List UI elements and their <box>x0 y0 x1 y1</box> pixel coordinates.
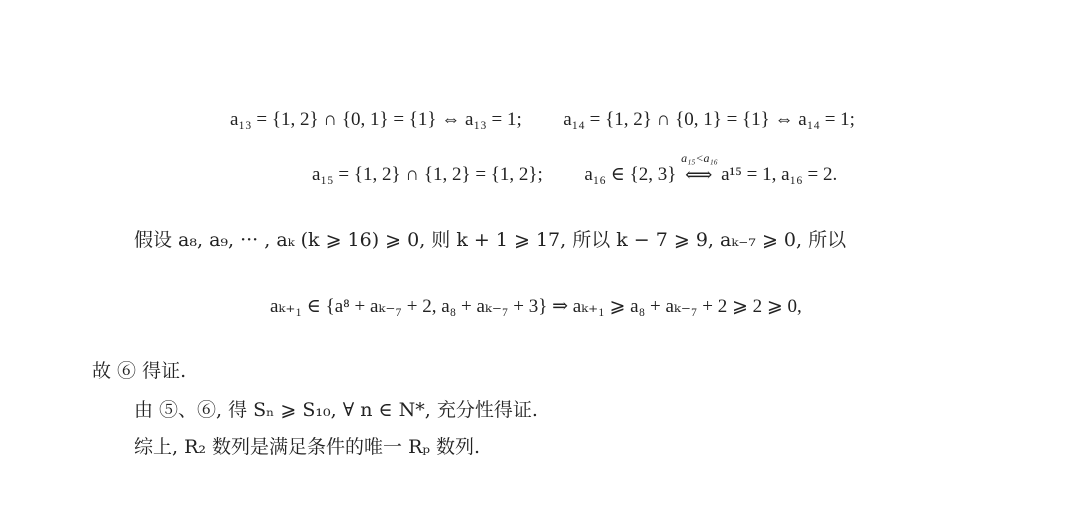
from-text: 由 ⑤、⑥, 得 Sₙ ⩾ S₁₀, ∀ n ∈ N*, 充分性得证. <box>134 399 538 421</box>
equation-ak1: aₖ₊₁ ∈ {a⁸ + aₖ₋₇ + 2, a₈ + aₖ₋₇ + 3} ⇒ aₖ₊₁ ⩾ a₈ + aₖ₋₇ + 2 ⩾ 2 ⩾ 0, <box>270 296 802 317</box>
equation-row-3 <box>270 295 802 319</box>
equation-row-2 <box>312 150 838 188</box>
proved-text: 故 ⑥ 得证. <box>92 360 187 382</box>
equivalence-arrow <box>681 150 718 188</box>
assumption-paragraph <box>134 228 846 252</box>
proved-line <box>92 359 186 383</box>
equation-a16-lhs: a₁₆ ∈ {2, 3} <box>584 164 677 185</box>
equation-a16-rhs: a¹⁵ = 1, a₁₆ = 2. <box>721 164 838 185</box>
arrow-symbol: ⟺ <box>685 164 713 186</box>
arrow-condition: a₁₅<a₁₆ <box>681 150 718 165</box>
equation-a13: a₁₃ = {1, 2} ∩ {0, 1} = {1} ⇔ a₁₃ = 1; <box>230 109 522 130</box>
conclusion-line <box>134 435 480 459</box>
conclusion-text: 综上, R₂ 数列是满足条件的唯一 Rₚ 数列. <box>134 436 481 458</box>
equation-a15: a₁₅ = {1, 2} ∩ {1, 2} = {1, 2}; <box>312 164 543 185</box>
assumption-text: 假设 a₈, a₉, ··· , aₖ (k ⩾ 16) ⩾ 0, 则 k + 1 ⩾ 17, 所以 k − 7 ⩾ 9, aₖ₋₇ ⩾ 0, 所以 <box>134 229 847 251</box>
equation-a14: a₁₄ = {1, 2} ∩ {0, 1} = {1} ⇔ a₁₄ = 1; <box>563 109 855 130</box>
from-line <box>134 398 538 422</box>
equation-row-1 <box>230 108 855 132</box>
